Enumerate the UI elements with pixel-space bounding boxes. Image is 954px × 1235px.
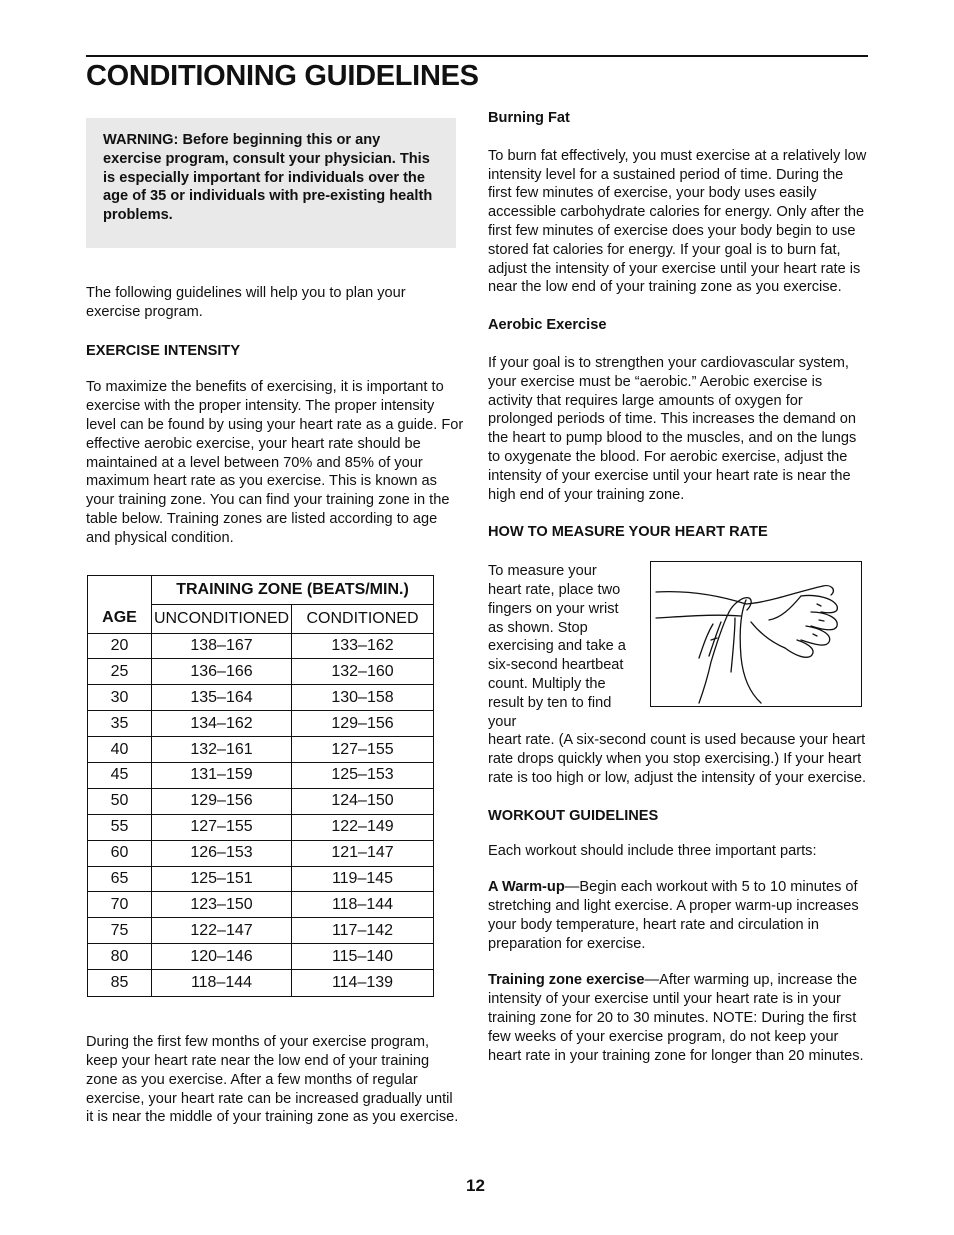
conditioned-cell: 115–140: [292, 944, 434, 970]
table-row: [88, 918, 434, 944]
measure-heart-rate-paragraph-narrow: To measure your heart rate, place two fingers on your wrist as shown. Stop exercising and take a six-second heartbeat count. Multiply the result by ten to find your: [488, 563, 626, 730]
age-cell: 20: [88, 633, 152, 659]
conditioned-cell: 129–156: [292, 711, 434, 737]
age-cell: 60: [88, 840, 152, 866]
measure-heart-rate-paragraph-wide: heart rate. (A six-second count is used because your heart rate drops quickly when you stop exercising.) If your heart rate is too high or low, adjust the intensity of your exercise.: [488, 732, 867, 786]
unconditioned-cell: 120–146: [152, 944, 292, 970]
conditioned-cell: 118–144: [292, 892, 434, 918]
hand-on-wrist-icon: [651, 562, 860, 705]
age-header: [88, 575, 152, 633]
conditioned-cell: 127–155: [292, 737, 434, 763]
table-row: [88, 944, 434, 970]
workout-guidelines-heading: WORKOUT GUIDELINES: [488, 807, 659, 824]
unconditioned-cell: 135–164: [152, 685, 292, 711]
exercise-intensity-paragraph: To maximize the benefits of exercising, it is important to exercise with the proper intensity. The proper intensity level can be found by using your heart rate as a guide. For effective aerobic exercise, your heart rate should be maintained at a level between 70% and 85% of your maximum heart rate as you exercise. This is known as your training zone. You can find your training zone in the table below. Training zones are listed according to age and physical condition.: [86, 379, 464, 546]
conditioned-cell: 132–160: [292, 659, 434, 685]
unconditioned-cell: 126–153: [152, 840, 292, 866]
conditioned-cell: 119–145: [292, 866, 434, 892]
age-cell: 25: [88, 659, 152, 685]
conditioned-cell: 130–158: [292, 685, 434, 711]
after-table-paragraph: During the first few months of your exercise program, keep your heart rate near the low end of your training zone as you exercise. After a few months of regular exercise, your heart rate can be increased gradually until it is near the middle of your training zone as you exercise.: [86, 1034, 459, 1126]
unconditioned-cell: 132–161: [152, 737, 292, 763]
conditioned-cell: 114–139: [292, 970, 434, 997]
conditioned-cell: 117–142: [292, 918, 434, 944]
training-zone-exercise-label: Training zone exercise: [488, 972, 645, 989]
table-row: [88, 737, 434, 763]
table-row: [88, 788, 434, 814]
unconditioned-cell: 134–162: [152, 711, 292, 737]
conditioned-cell: 124–150: [292, 788, 434, 814]
conditioned-cell: 133–162: [292, 633, 434, 659]
right-column: [488, 109, 870, 1065]
conditioned-cell: 121–147: [292, 840, 434, 866]
warm-up-paragraph: [488, 878, 870, 953]
age-cell: 80: [88, 944, 152, 970]
unconditioned-header: UNCONDITIONED: [152, 604, 292, 633]
table-row: [88, 892, 434, 918]
unconditioned-cell: 118–144: [152, 970, 292, 997]
top-rule: [86, 55, 868, 57]
table-row: [88, 685, 434, 711]
left-column: [86, 118, 464, 1127]
aerobic-exercise-heading: Aerobic Exercise: [488, 317, 607, 334]
burning-fat-paragraph: To burn fat effectively, you must exercise at a relatively low intensity level for a sustained period of time. During the first few minutes of exercise, your body uses easily accessible carbohydrate calories for energy. Only after the first few minutes of exercise does your body begin to use stored fat calories for energy. If your goal is to burn fat, adjust the intensity of your exercise until your heart rate is near the low end of your training zone as you exercise.: [488, 147, 867, 296]
training-zone-table: [87, 575, 434, 998]
table-row: [88, 970, 434, 997]
table-row: [88, 840, 434, 866]
intro-paragraph: The following guidelines will help you to plan your exercise program.: [86, 285, 406, 320]
warm-up-text: —Begin each workout with 5 to 10 minutes of stretching and light exercise. A proper warm-up increases your body temperature, heart rate and circulation in preparation for exercise.: [488, 879, 859, 952]
unconditioned-cell: 131–159: [152, 763, 292, 789]
age-cell: 55: [88, 814, 152, 840]
table-row: [88, 866, 434, 892]
conditioned-cell: 122–149: [292, 814, 434, 840]
table-body: [88, 633, 434, 997]
conditioned-cell: 125–153: [292, 763, 434, 789]
unconditioned-cell: 138–167: [152, 633, 292, 659]
unconditioned-cell: 129–156: [152, 788, 292, 814]
age-cell: 65: [88, 866, 152, 892]
burning-fat-heading: Burning Fat: [488, 110, 570, 126]
age-cell: 35: [88, 711, 152, 737]
age-cell: 30: [88, 685, 152, 711]
age-cell: 85: [88, 970, 152, 997]
training-zone-exercise-paragraph: [488, 971, 870, 1065]
table-row: [88, 659, 434, 685]
age-cell: 40: [88, 737, 152, 763]
age-cell: 75: [88, 918, 152, 944]
age-cell: 45: [88, 763, 152, 789]
conditioned-header: CONDITIONED: [292, 604, 434, 633]
wrist-pulse-illustration: [650, 561, 862, 707]
warning-box: WARNING: Before beginning this or any exercise program, consult your physician. This is especially important for individuals over the age of 35 or individuals with pre-existing health problems.: [86, 118, 456, 248]
unconditioned-cell: 127–155: [152, 814, 292, 840]
unconditioned-cell: 122–147: [152, 918, 292, 944]
workout-intro-paragraph: Each workout should include three important parts:: [488, 842, 817, 859]
exercise-intensity-heading: EXERCISE INTENSITY: [86, 342, 241, 359]
table-row: [88, 763, 434, 789]
measure-heart-rate-heading: HOW TO MEASURE YOUR HEART RATE: [488, 524, 768, 541]
training-zone-header: TRAINING ZONE (BEATS/MIN.): [152, 575, 434, 604]
table-row: [88, 711, 434, 737]
table-row: [88, 633, 434, 659]
warm-up-label: A Warm-up: [488, 879, 565, 896]
page-number: 12: [466, 1176, 485, 1195]
page-title: CONDITIONING GUIDELINES: [86, 60, 479, 92]
age-cell: 50: [88, 788, 152, 814]
age-header-label: AGE: [102, 608, 137, 626]
aerobic-exercise-paragraph: If your goal is to strengthen your cardiovascular system, your exercise must be “aerobic.” Aerobic exercise is activity that requires large amounts of oxygen for prolonged periods of time. This increases the demand on the heart to pump blood to the muscles, and on the lungs to oxygenate the blood. For aerobic exercise, adjust the intensity of your exercise until your heart rate is near the high end of your training zone.: [488, 354, 857, 503]
training-zone-exercise-text: —After warming up, increase the intensity of your exercise until your heart rate is in your training zone for 20 to 30 minutes. NOTE: During the first few weeks of your exercise program, do not keep your heart rate in your training zone for longer than 20 minutes.: [488, 972, 864, 1064]
unconditioned-cell: 125–151: [152, 866, 292, 892]
heart-rate-section: [488, 562, 870, 788]
age-cell: 70: [88, 892, 152, 918]
table-row: [88, 814, 434, 840]
unconditioned-cell: 136–166: [152, 659, 292, 685]
unconditioned-cell: 123–150: [152, 892, 292, 918]
